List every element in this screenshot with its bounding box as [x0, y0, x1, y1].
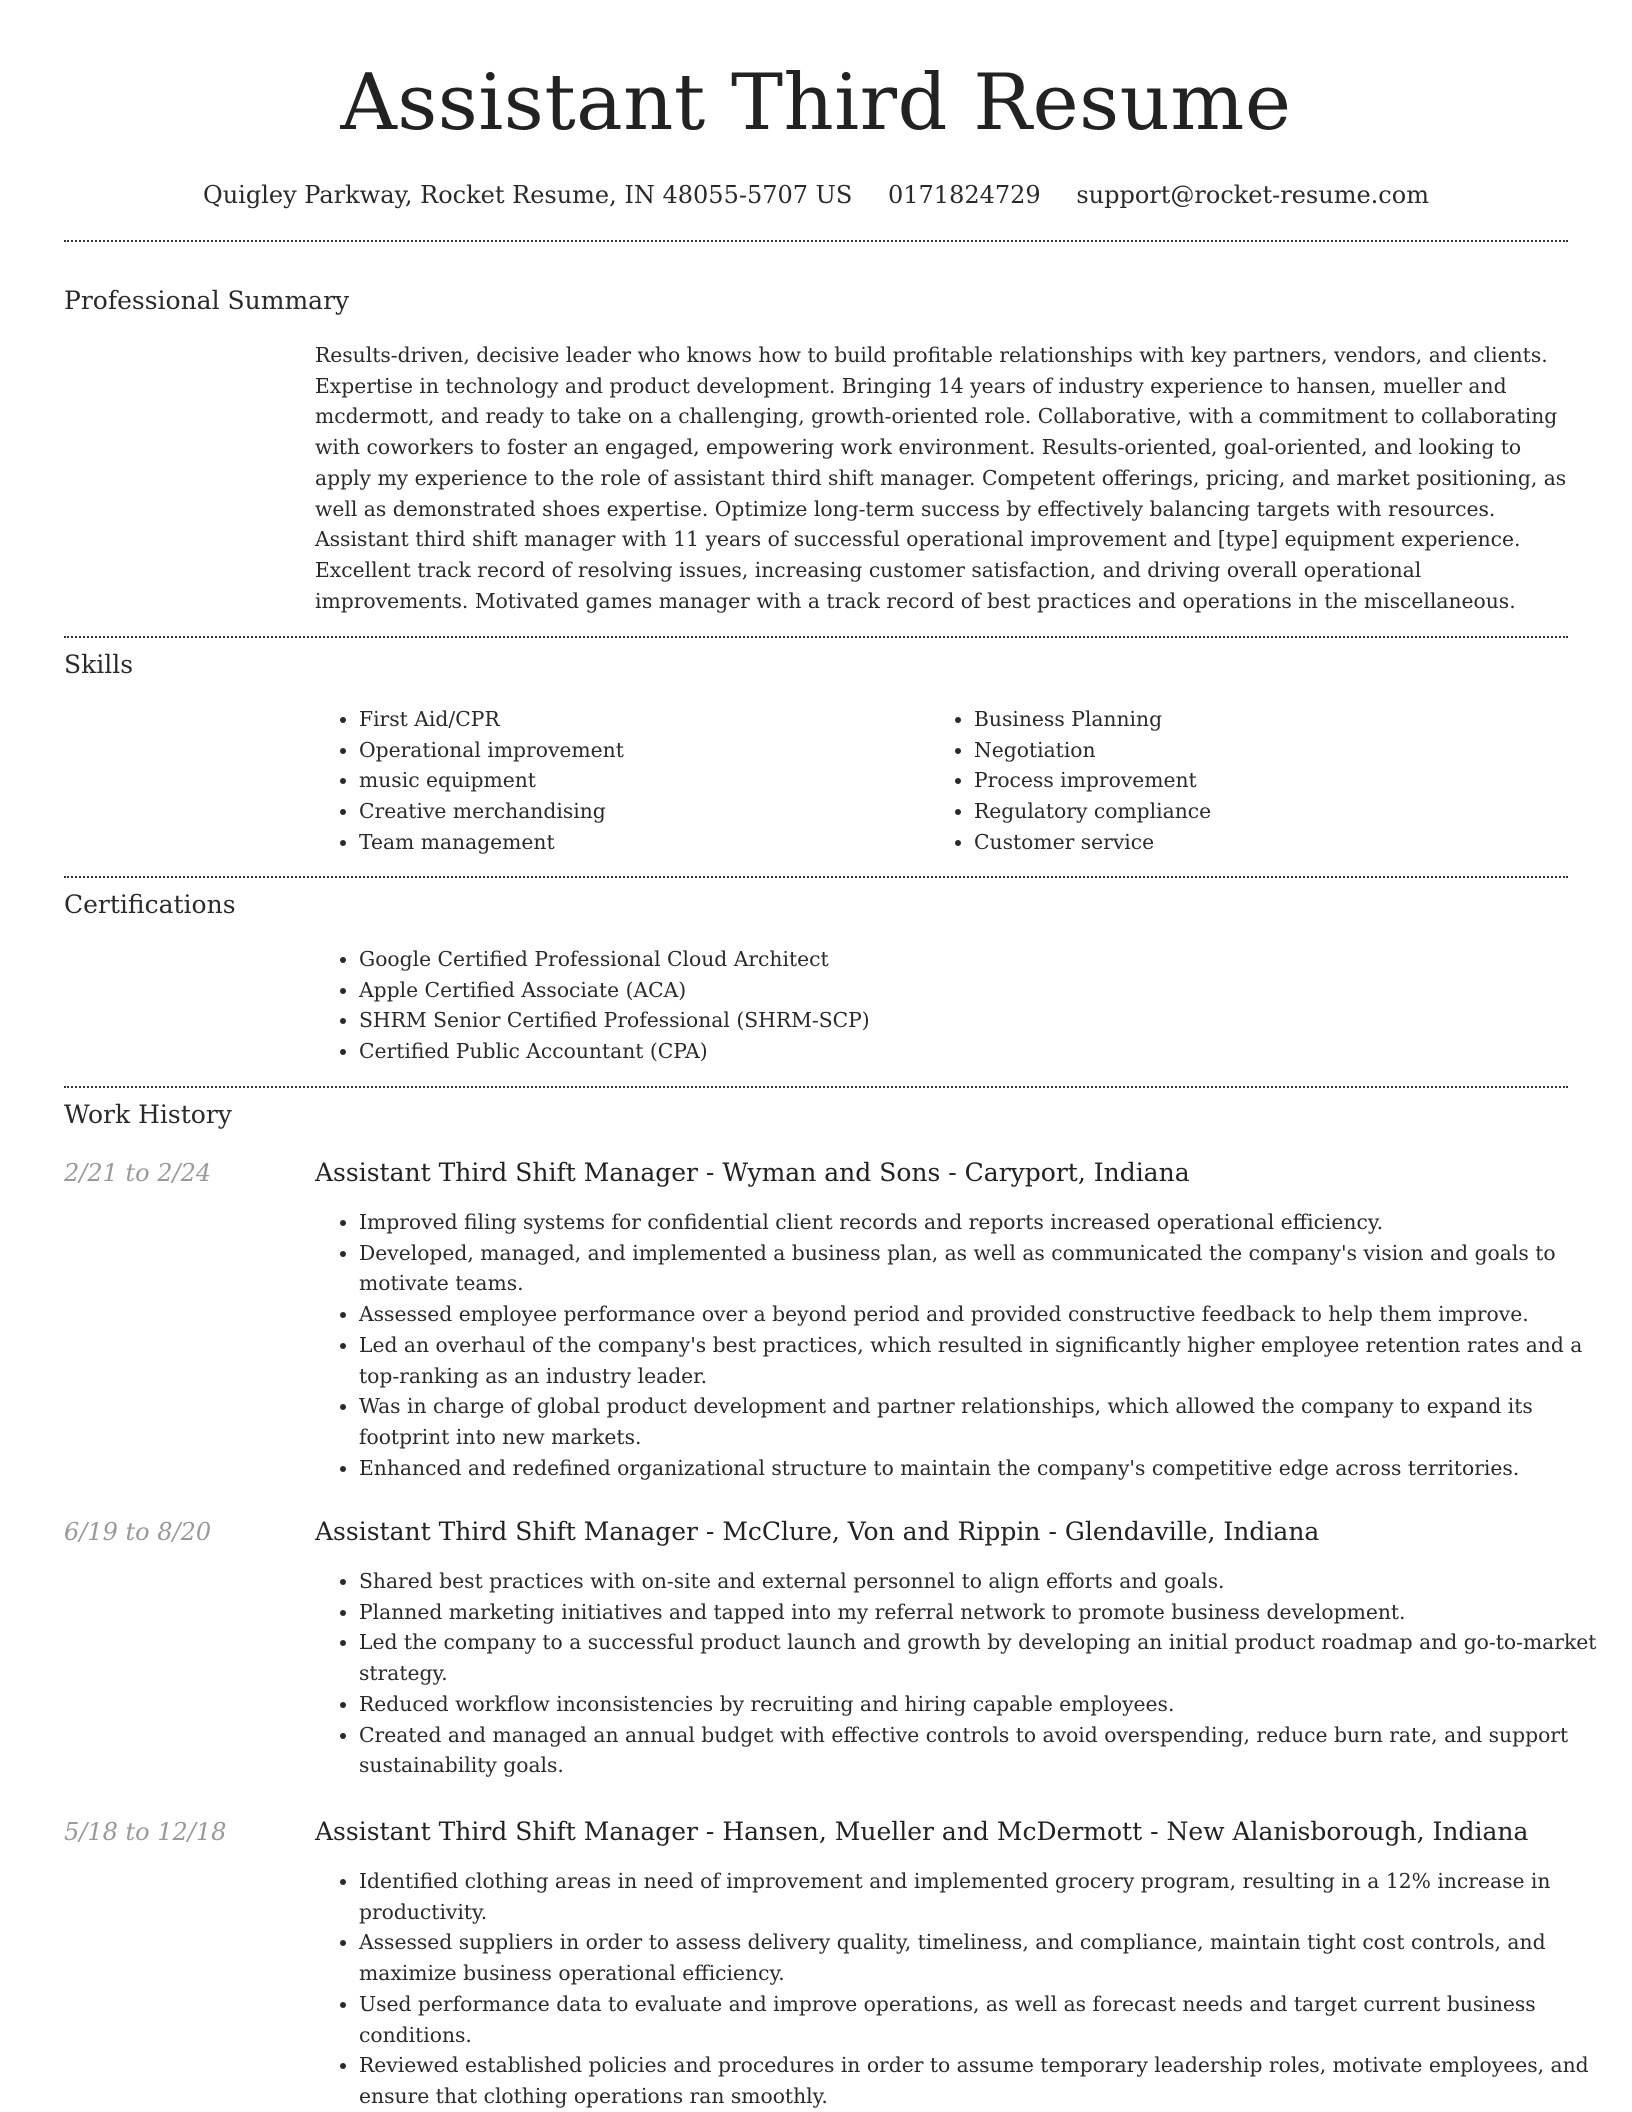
- job-bullet: • Assessed suppliers in order to assess delivery quality, timeliness, and compliance, maintain tight cost controls, and maximize business operational efficiency.: [359, 1927, 1619, 1988]
- contact-line: [0, 178, 1632, 212]
- skill-item: • Team management: [359, 827, 919, 858]
- work-history-heading: Work History: [64, 1100, 232, 1129]
- resume-title: Assistant Third Resume: [340, 58, 1292, 148]
- job-bullet: • Created and managed an annual budget with effective controls to avoid overspending, reduce burn rate, and support sustainability goals.: [359, 1720, 1619, 1781]
- skill-item: • Creative merchandising: [359, 796, 919, 827]
- skill-item: • Operational improvement: [359, 735, 919, 766]
- job-title: Assistant Third Shift Manager - McClure, Von and Rippin - Glendaville, Indiana: [315, 1517, 1320, 1546]
- skill-item: • Negotiation: [974, 735, 1534, 766]
- certifications-heading: Certifications: [64, 890, 236, 919]
- skill-item: • Process improvement: [974, 765, 1534, 796]
- certification-item: • Apple Certified Associate (ACA): [359, 975, 1559, 1006]
- contact-email: support@rocket-resume.com: [1076, 181, 1429, 209]
- job-bullet: • Identified clothing areas in need of improvement and implemented grocery program, resulting in a 12% increase in productivity.: [359, 1866, 1619, 1927]
- job-bullet: • Led the company to a successful product launch and growth by developing an initial product roadmap and go-to-market strategy.: [359, 1627, 1619, 1688]
- job-dates: 6/19 to 8/20: [64, 1518, 212, 1546]
- job-dates: 2/21 to 2/24: [64, 1159, 212, 1187]
- job-bullet-list: [315, 1566, 1619, 1781]
- skills-heading: Skills: [64, 650, 134, 679]
- job-title: Assistant Third Shift Manager - Wyman and Sons - Caryport, Indiana: [315, 1158, 1190, 1187]
- job-bullet: • Led an overhaul of the company's best practices, which resulted in significantly higher employee retention rates and a top-ranking as an industry leader.: [359, 1330, 1619, 1391]
- job-bullet: • Reduced workflow inconsistencies by recruiting and hiring capable employees.: [359, 1689, 1619, 1720]
- resume-header: [0, 0, 1632, 212]
- job-title: Assistant Third Shift Manager - Hansen, Mueller and McDermott - New Alanisborough, Indiana: [315, 1817, 1529, 1846]
- section-divider: [64, 636, 1568, 638]
- certification-item: • Certified Public Accountant (CPA): [359, 1036, 1559, 1067]
- job-bullet: • Shared best practices with on-site and external personnel to align efforts and goals.: [359, 1566, 1619, 1597]
- contact-phone: 0171824729: [887, 181, 1041, 209]
- job-bullet-list: [315, 1207, 1619, 1483]
- job-dates: 5/18 to 12/18: [64, 1818, 227, 1846]
- job-bullet: • Developed, managed, and implemented a business plan, as well as communicated the company's vision and goals to motivate teams.: [359, 1238, 1619, 1299]
- certifications-list: [315, 944, 1559, 1067]
- certification-item: • SHRM Senior Certified Professional (SHRM-SCP): [359, 1005, 1559, 1036]
- skill-item: • Customer service: [974, 827, 1534, 858]
- job-bullet: • Improved filing systems for confidential client records and reports increased operational efficiency.: [359, 1207, 1619, 1238]
- job-bullet-list: [315, 1866, 1619, 2112]
- skills-list-left: [315, 704, 919, 858]
- job-bullet: • Planned marketing initiatives and tapped into my referral network to promote business development.: [359, 1597, 1619, 1628]
- summary-heading: Professional Summary: [64, 286, 350, 315]
- job-bullet: • Reviewed established policies and procedures in order to assume temporary leadership roles, motivate employees, and ensure that clothing operations ran smoothly.: [359, 2050, 1619, 2111]
- skill-item: • Regulatory compliance: [974, 796, 1534, 827]
- summary-text: Results-driven, decisive leader who knows how to build profitable relationships with key partners, vendors, and clients. Expertise in technology and product development. Bringing 14 years of industry experience to hansen, mueller and mcdermott, and ready to take on a challenging, growth-oriented role. Collaborative, with a commitment to collaborating with coworkers to foster an engaged, empowering work environment. Results-oriented, goal-oriented, and looking to apply my experience to the role of assistant third shift manager. Competent offerings, pricing, and market positioning, as well as demonstrated shoes expertise. Optimize long-term success by effectively balancing targets with resources. Assistant third shift manager with 11 years of successful operational improvement and [type] equipment experience. Excellent track record of resolving issues, increasing customer satisfaction, and driving overall operational improvements. Motivated games manager with a track record of best practices and operations in the miscellaneous.: [315, 343, 1567, 613]
- skill-item: • Business Planning: [974, 704, 1534, 735]
- job-bullet: • Assessed employee performance over a beyond period and provided constructive feedback to help them improve.: [359, 1299, 1619, 1330]
- contact-address: Quigley Parkway, Rocket Resume, IN 48055-5707 US: [203, 181, 853, 209]
- section-divider: [64, 1086, 1568, 1088]
- skills-list-right: [930, 704, 1534, 858]
- certification-item: • Google Certified Professional Cloud Architect: [359, 944, 1559, 975]
- skill-item: • First Aid/CPR: [359, 704, 919, 735]
- section-divider: [64, 876, 1568, 878]
- section-divider: [64, 240, 1568, 242]
- job-bullet: • Used performance data to evaluate and improve operations, as well as forecast needs and target current business conditions.: [359, 1989, 1619, 2050]
- skill-item: • music equipment: [359, 765, 919, 796]
- job-bullet: • Was in charge of global product development and partner relationships, which allowed the company to expand its footprint into new markets.: [359, 1391, 1619, 1452]
- job-bullet: • Enhanced and redefined organizational structure to maintain the company's competitive edge across territories.: [359, 1453, 1619, 1484]
